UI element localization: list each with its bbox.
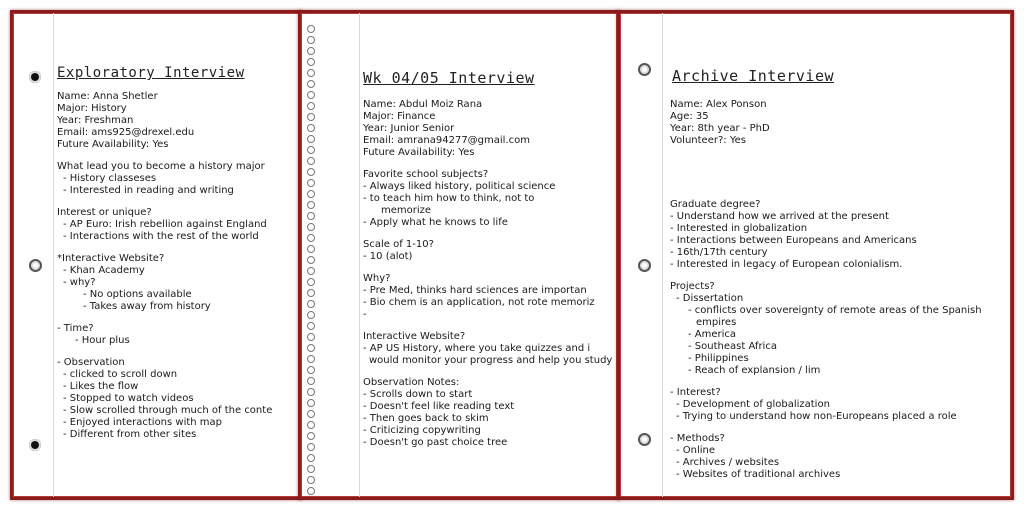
note-line: - Interactions between Europeans and Americans	[670, 235, 917, 246]
spiral-ring-icon	[307, 113, 315, 121]
spiral-ring-icon	[307, 443, 315, 451]
question-line: Observation Notes:	[363, 377, 460, 388]
page-margin-line	[662, 13, 663, 497]
note-line: - Online	[676, 445, 716, 456]
profile-line: Email: ams925@drexel.edu	[57, 127, 195, 138]
note-line: - Doesn't feel like reading text	[363, 401, 515, 412]
spiral-ring-icon	[307, 25, 315, 33]
note-line: - Hour plus	[75, 335, 130, 346]
binder-hole-icon	[638, 259, 651, 272]
spiral-ring-icon	[307, 465, 315, 473]
spiral-ring-icon	[307, 157, 315, 165]
spiral-ring-icon	[307, 289, 315, 297]
spiral-ring-icon	[307, 487, 315, 495]
question-line: - Observation	[57, 357, 125, 368]
note-line: - Likes the flow	[63, 381, 139, 392]
note-line: - Criticizing copywriting	[363, 425, 481, 436]
spiral-ring-icon	[307, 223, 315, 231]
note-line: - Interested in globalization	[670, 223, 808, 234]
note-line: - 10 (alot)	[363, 251, 413, 262]
spiral-ring-icon	[307, 135, 315, 143]
note-line: - Development of globalization	[676, 399, 830, 410]
spiral-ring-icon	[307, 333, 315, 341]
binder-hole-icon	[638, 63, 651, 76]
spiral-ring-icon	[307, 69, 315, 77]
spiral-ring-icon	[307, 179, 315, 187]
spiral-ring-icon	[307, 267, 315, 275]
note-line: - Pre Med, thinks hard sciences are importan	[363, 285, 587, 296]
spiral-ring-icon	[307, 322, 315, 330]
spiral-ring-icon	[307, 245, 315, 253]
page-title: Archive Interview	[672, 67, 835, 85]
spiral-ring-icon	[307, 355, 315, 363]
note-line: - Archives / websites	[676, 457, 780, 468]
page-title: Exploratory Interview	[57, 65, 245, 81]
note-line: - No options available	[83, 289, 192, 300]
note-line: - Philippines	[688, 353, 749, 364]
page-title: Wk 04/05 Interview	[363, 69, 535, 87]
profile-line: Name: Abdul Moiz Rana	[363, 99, 483, 110]
question-line: Scale of 1-10?	[363, 239, 434, 250]
spiral-ring-icon	[307, 47, 315, 55]
note-line: -	[363, 309, 367, 320]
spiral-ring-icon	[307, 388, 315, 396]
interview-notes	[57, 91, 272, 441]
question-line: Projects?	[670, 281, 715, 292]
interview-notes	[363, 99, 612, 449]
question-line: What lead you to become a history major	[57, 161, 265, 172]
page-margin-line	[53, 13, 54, 497]
profile-line: Name: Alex Ponson	[670, 99, 767, 110]
spiral-ring-icon	[307, 377, 315, 385]
note-line: - Websites of traditional archives	[676, 469, 841, 480]
profile-line: Major: History	[57, 103, 127, 114]
spiral-ring-icon	[307, 168, 315, 176]
note-line: - Apply what he knows to life	[363, 217, 508, 228]
note-line: - Reach of explansion / lim	[688, 365, 821, 376]
note-line: empires	[696, 317, 737, 328]
profile-line: Age: 35	[670, 111, 709, 122]
spiral-ring-icon	[307, 102, 315, 110]
question-line: Why?	[363, 273, 391, 284]
binder-hole-icon	[29, 439, 41, 451]
note-line: - Interested in legacy of European colonialism.	[670, 259, 903, 270]
profile-line: Volunteer?: Yes	[670, 135, 746, 146]
note-line: - Always liked history, political science	[363, 181, 556, 192]
question-line: - Interest?	[670, 387, 721, 398]
spiral-ring-icon	[307, 311, 315, 319]
note-line: - Trying to understand how non-Europeans placed a role	[676, 411, 957, 422]
question-line: Favorite school subjects?	[363, 169, 489, 180]
note-line: - AP US History, where you take quizzes and i	[363, 343, 591, 354]
question-line: Interest or unique?	[57, 207, 152, 218]
question-line: Graduate degree?	[670, 199, 761, 210]
profile-line: Future Availability: Yes	[57, 139, 169, 150]
spiral-ring-icon	[307, 366, 315, 374]
note-line: - History classeses	[63, 173, 157, 184]
interview-notes	[670, 99, 982, 481]
note-line: - Enjoyed interactions with map	[63, 417, 223, 428]
profile-line: Future Availability: Yes	[363, 147, 475, 158]
note-line: - Interested in reading and writing	[63, 185, 234, 196]
spiral-ring-icon	[307, 190, 315, 198]
note-line: - Understand how we arrived at the present	[670, 211, 889, 222]
note-line: - clicked to scroll down	[63, 369, 178, 380]
spiral-ring-icon	[307, 410, 315, 418]
note-line: memorize	[381, 205, 432, 216]
spiral-ring-icon	[307, 201, 315, 209]
note-line: - Doesn't go past choice tree	[363, 437, 508, 448]
spiral-ring-icon	[307, 421, 315, 429]
profile-line: Major: Finance	[363, 111, 436, 122]
note-line: - Interactions with the rest of the world	[63, 231, 259, 242]
question-line: Interactive Website?	[363, 331, 466, 342]
note-line: would monitor your progress and help you study	[369, 355, 613, 366]
spiral-ring-icon	[307, 58, 315, 66]
note-line: - Then goes back to skim	[363, 413, 489, 424]
note-line: - Scrolls down to start	[363, 389, 473, 400]
binder-hole-icon	[638, 433, 651, 446]
spiral-ring-icon	[307, 344, 315, 352]
notebook-page-archive	[617, 10, 1014, 500]
note-line: - 16th/17th century	[670, 247, 768, 258]
question-line: - Methods?	[670, 433, 725, 444]
spiral-ring-icon	[307, 91, 315, 99]
note-line: - to teach him how to think, not to	[363, 193, 535, 204]
note-line: - Slow scrolled through much of the conte	[63, 405, 273, 416]
note-line: - Khan Academy	[63, 265, 145, 276]
note-line: - America	[688, 329, 737, 340]
binder-hole-icon	[29, 71, 41, 83]
spiral-ring-icon	[307, 432, 315, 440]
profile-line: Year: Freshman	[57, 115, 134, 126]
spiral-ring-icon	[307, 278, 315, 286]
note-line: - Takes away from history	[83, 301, 211, 312]
spiral-ring-icon	[307, 256, 315, 264]
profile-line: Name: Anna Shetler	[57, 91, 158, 102]
note-line: - Dissertation	[676, 293, 744, 304]
spiral-ring-icon	[307, 212, 315, 220]
note-line: - AP Euro: Irish rebellion against England	[63, 219, 267, 230]
page-margin-line	[359, 13, 360, 497]
note-line: - Bio chem is an application, not rote memoriz	[363, 297, 595, 308]
profile-line: Year: Junior Senior	[363, 123, 455, 134]
spiral-ring-icon	[307, 454, 315, 462]
note-line: - Stopped to watch videos	[63, 393, 194, 404]
note-line: - Southeast Africa	[688, 341, 777, 352]
spiral-ring-icon	[307, 399, 315, 407]
binder-hole-icon	[29, 259, 42, 272]
spiral-ring-icon	[307, 476, 315, 484]
spiral-ring-icon	[307, 36, 315, 44]
spiral-ring-icon	[307, 146, 315, 154]
profile-line: Email: amrana94277@gmail.com	[363, 135, 530, 146]
spiral-ring-icon	[307, 124, 315, 132]
notebook-page-exploratory	[10, 10, 302, 500]
note-line: - why?	[63, 277, 96, 288]
profile-line: Year: 8th year - PhD	[670, 123, 770, 134]
notebook-page-wk0405	[298, 10, 620, 500]
note-line: - Different from other sites	[63, 429, 197, 440]
spiral-ring-icon	[307, 300, 315, 308]
note-line: - conflicts over sovereignty of remote areas of the Spanish	[688, 305, 982, 316]
question-line: *Interactive Website?	[57, 253, 165, 264]
question-line: - Time?	[57, 323, 94, 334]
spiral-ring-icon	[307, 80, 315, 88]
spiral-ring-icon	[307, 234, 315, 242]
